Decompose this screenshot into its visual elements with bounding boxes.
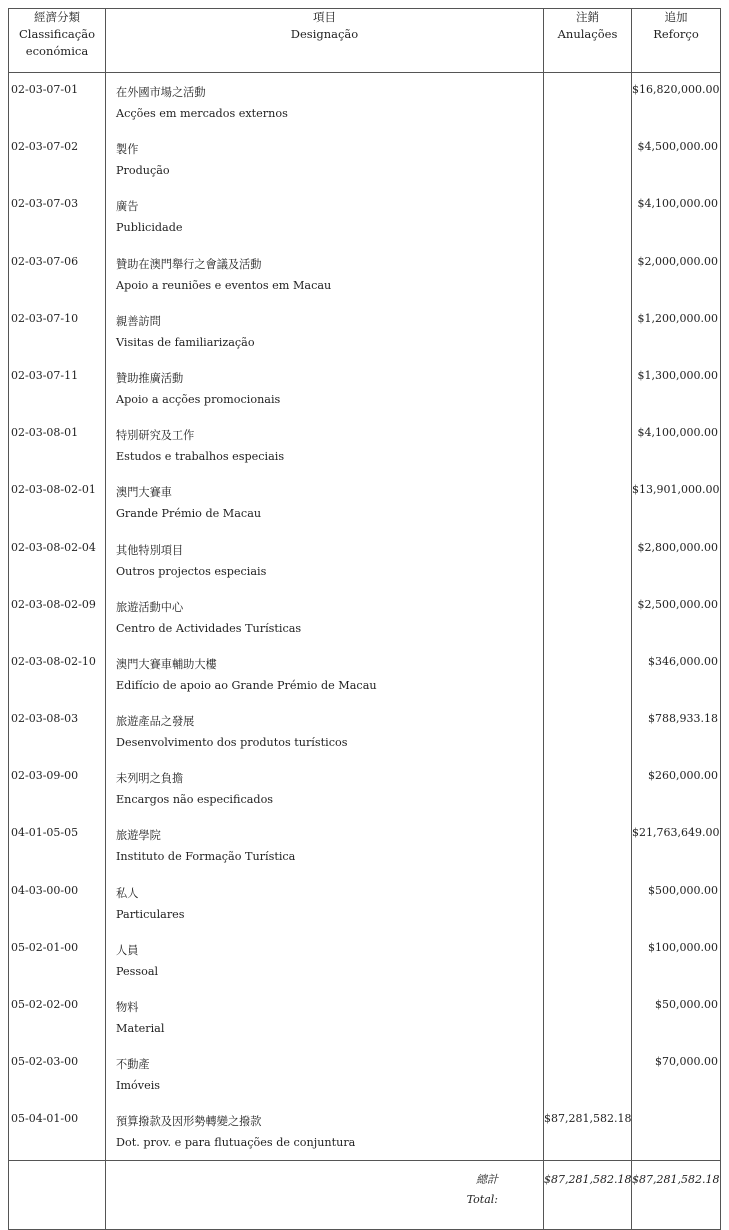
reinforcement-amount: $70,000.00 <box>632 1045 721 1102</box>
table-row <box>9 245 721 302</box>
designation-zh: 不動產 <box>116 1058 150 1072</box>
designation-cell <box>106 302 544 359</box>
classification-code: 02-03-07-03 <box>9 187 106 244</box>
cancellation-amount <box>544 73 632 131</box>
designation-zh: 旅遊學院 <box>116 829 161 843</box>
designation-pt: Desenvolvimento dos produtos turísticos <box>116 736 348 750</box>
cancellation-amount <box>544 130 632 187</box>
designation-pt: Particulares <box>116 907 185 921</box>
classification-code: 05-04-01-00 <box>9 1102 106 1161</box>
cancellation-amount <box>544 245 632 302</box>
header-designation-pt: Designação <box>290 27 359 41</box>
designation-pt: Instituto de Formação Turística <box>116 850 296 864</box>
designation-zh: 其他特別項目 <box>116 543 184 557</box>
table-row <box>9 302 721 359</box>
total-cancellations: $87,281,582.18 <box>544 1161 632 1230</box>
designation-cell <box>106 1045 544 1102</box>
budget-document <box>8 8 720 1207</box>
designation-zh: 澳門大賽車 <box>116 486 172 500</box>
classification-code: 02-03-08-02-10 <box>9 645 106 702</box>
table-header-row <box>9 9 721 73</box>
header-classification-pt: Classificação <box>18 27 95 41</box>
designation-zh: 贊助推廣活動 <box>116 371 184 385</box>
total-empty-cell <box>9 1161 106 1230</box>
cancellation-amount <box>544 416 632 473</box>
classification-code: 02-03-07-10 <box>9 302 106 359</box>
classification-code: 05-02-03-00 <box>9 1045 106 1102</box>
classification-code: 04-03-00-00 <box>9 874 106 931</box>
classification-code: 02-03-07-01 <box>9 73 106 131</box>
classification-code: 02-03-09-00 <box>9 759 106 816</box>
designation-cell <box>106 531 544 588</box>
designation-zh: 在外國市場之活動 <box>116 86 206 99</box>
designation-zh: 未列明之負擔 <box>116 772 184 786</box>
designation-pt: Apoio a acções promocionais <box>116 392 281 406</box>
cancellation-amount <box>544 187 632 244</box>
table-row <box>9 931 721 988</box>
total-row <box>9 1161 721 1230</box>
table-row <box>9 988 721 1045</box>
cancellation-amount <box>544 1045 632 1102</box>
designation-zh: 澳門大賽車輔助大樓 <box>116 657 217 671</box>
cancellation-amount <box>544 302 632 359</box>
cancellation-amount: $87,281,582.18 <box>544 1102 632 1161</box>
cancellation-amount <box>544 531 632 588</box>
designation-cell <box>106 130 544 187</box>
designation-cell <box>106 588 544 645</box>
table-row <box>9 1102 721 1161</box>
designation-cell <box>106 702 544 759</box>
cancellation-amount <box>544 359 632 416</box>
designation-zh: 旅遊活動中心 <box>116 600 184 614</box>
reinforcement-amount: $1,300,000.00 <box>632 359 721 416</box>
table-row <box>9 130 721 187</box>
designation-pt: Pessoal <box>116 964 159 978</box>
table-row <box>9 874 721 931</box>
classification-code: 02-03-08-02-01 <box>9 473 106 530</box>
reinforcement-amount: $4,100,000.00 <box>632 187 721 244</box>
designation-pt: Produção <box>116 164 170 178</box>
total-label <box>106 1161 544 1230</box>
reinforcement-amount: $346,000.00 <box>632 645 721 702</box>
designation-cell <box>106 473 544 530</box>
cancellation-amount <box>544 702 632 759</box>
designation-cell <box>106 187 544 244</box>
total-label-pt: Total: <box>466 1193 498 1207</box>
reinforcement-amount: $1,200,000.00 <box>632 302 721 359</box>
table-body <box>9 73 721 1161</box>
table-row <box>9 702 721 759</box>
table-row <box>9 73 721 131</box>
designation-zh: 私人 <box>116 886 139 900</box>
designation-zh: 人員 <box>116 943 139 957</box>
designation-cell <box>106 988 544 1045</box>
cancellation-amount <box>544 588 632 645</box>
header-classification-pt2: económica <box>25 44 89 58</box>
reinforcement-amount: $4,100,000.00 <box>632 416 721 473</box>
designation-cell <box>106 245 544 302</box>
classification-code: 02-03-07-06 <box>9 245 106 302</box>
designation-cell <box>106 359 544 416</box>
header-add-zh: 追加 <box>664 10 688 24</box>
designation-pt: Outros projectos especiais <box>116 564 267 578</box>
classification-code: 04-01-05-05 <box>9 816 106 873</box>
classification-code: 02-03-08-02-09 <box>9 588 106 645</box>
reinforcement-amount: $260,000.00 <box>632 759 721 816</box>
header-classification <box>9 9 106 73</box>
designation-cell <box>106 931 544 988</box>
total-label-zh: 總計 <box>476 1173 498 1187</box>
designation-pt: Visitas de familiarização <box>116 335 255 349</box>
header-classification-zh: 經濟分類 <box>34 10 80 24</box>
designation-pt: Apoio a reuniões e eventos em Macau <box>116 278 332 292</box>
budget-table <box>8 8 721 1230</box>
header-cancel-pt: Anulações <box>557 27 618 41</box>
designation-cell <box>106 874 544 931</box>
designation-cell <box>106 645 544 702</box>
table-row <box>9 759 721 816</box>
reinforcement-amount: $21,763,649.00 <box>632 816 721 873</box>
header-designation <box>106 9 544 73</box>
classification-code: 02-03-08-03 <box>9 702 106 759</box>
designation-pt: Publicidade <box>116 221 183 235</box>
designation-zh: 贊助在澳門舉行之會議及活動 <box>116 257 262 271</box>
cancellation-amount <box>544 473 632 530</box>
table-row <box>9 531 721 588</box>
classification-code: 05-02-01-00 <box>9 931 106 988</box>
designation-zh: 親善訪問 <box>116 314 161 328</box>
header-reinforcement <box>632 9 721 73</box>
header-cancel-zh: 注銷 <box>576 10 599 24</box>
designation-zh: 預算撥款及因形勢轉變之撥款 <box>116 1115 262 1129</box>
table-row <box>9 1045 721 1102</box>
reinforcement-amount: $2,500,000.00 <box>632 588 721 645</box>
classification-code: 02-03-08-01 <box>9 416 106 473</box>
designation-pt: Grande Prémio de Macau <box>116 507 262 521</box>
designation-pt: Estudos e trabalhos especiais <box>116 450 285 464</box>
designation-cell <box>106 816 544 873</box>
table-row <box>9 588 721 645</box>
designation-pt: Dot. prov. e para flutuações de conjuntura <box>116 1136 356 1150</box>
designation-zh: 特別研究及工作 <box>116 429 195 443</box>
reinforcement-amount: $4,500,000.00 <box>632 130 721 187</box>
designation-zh: 物料 <box>116 1001 139 1014</box>
designation-zh: 旅遊產品之發展 <box>116 715 195 729</box>
cancellation-amount <box>544 874 632 931</box>
cancellation-amount <box>544 931 632 988</box>
reinforcement-amount: $13,901,000.00 <box>632 473 721 530</box>
reinforcement-amount <box>632 1102 721 1161</box>
header-cancellations <box>544 9 632 73</box>
designation-pt: Acções em mercados externos <box>116 107 288 120</box>
header-add-pt: Reforço <box>653 27 699 41</box>
table-row <box>9 359 721 416</box>
cancellation-amount <box>544 759 632 816</box>
table-row <box>9 816 721 873</box>
classification-code: 05-02-02-00 <box>9 988 106 1045</box>
table-row <box>9 187 721 244</box>
reinforcement-amount: $16,820,000.00 <box>632 73 721 131</box>
designation-pt: Centro de Actividades Turísticas <box>116 621 302 635</box>
cancellation-amount <box>544 645 632 702</box>
designation-pt: Encargos não especificados <box>116 793 274 807</box>
classification-code: 02-03-07-02 <box>9 130 106 187</box>
reinforcement-amount: $100,000.00 <box>632 931 721 988</box>
designation-pt: Imóveis <box>116 1079 161 1093</box>
table-row <box>9 416 721 473</box>
table-row <box>9 645 721 702</box>
designation-cell <box>106 1102 544 1161</box>
designation-cell <box>106 759 544 816</box>
reinforcement-amount: $500,000.00 <box>632 874 721 931</box>
reinforcement-amount: $2,000,000.00 <box>632 245 721 302</box>
cancellation-amount <box>544 988 632 1045</box>
reinforcement-amount: $50,000.00 <box>632 988 721 1045</box>
reinforcement-amount: $2,800,000.00 <box>632 531 721 588</box>
designation-zh: 廣告 <box>116 200 139 214</box>
designation-cell <box>106 416 544 473</box>
total-reinforcement: $87,281,582.18 <box>632 1161 721 1230</box>
cancellation-amount <box>544 816 632 873</box>
classification-code: 02-03-08-02-04 <box>9 531 106 588</box>
classification-code: 02-03-07-11 <box>9 359 106 416</box>
reinforcement-amount: $788,933.18 <box>632 702 721 759</box>
table-row <box>9 473 721 530</box>
designation-zh: 製作 <box>116 143 139 157</box>
designation-pt: Material <box>116 1022 165 1035</box>
designation-pt: Edifício de apoio ao Grande Prémio de Macau <box>116 678 377 692</box>
header-designation-zh: 項目 <box>313 10 336 24</box>
designation-cell <box>106 73 544 131</box>
